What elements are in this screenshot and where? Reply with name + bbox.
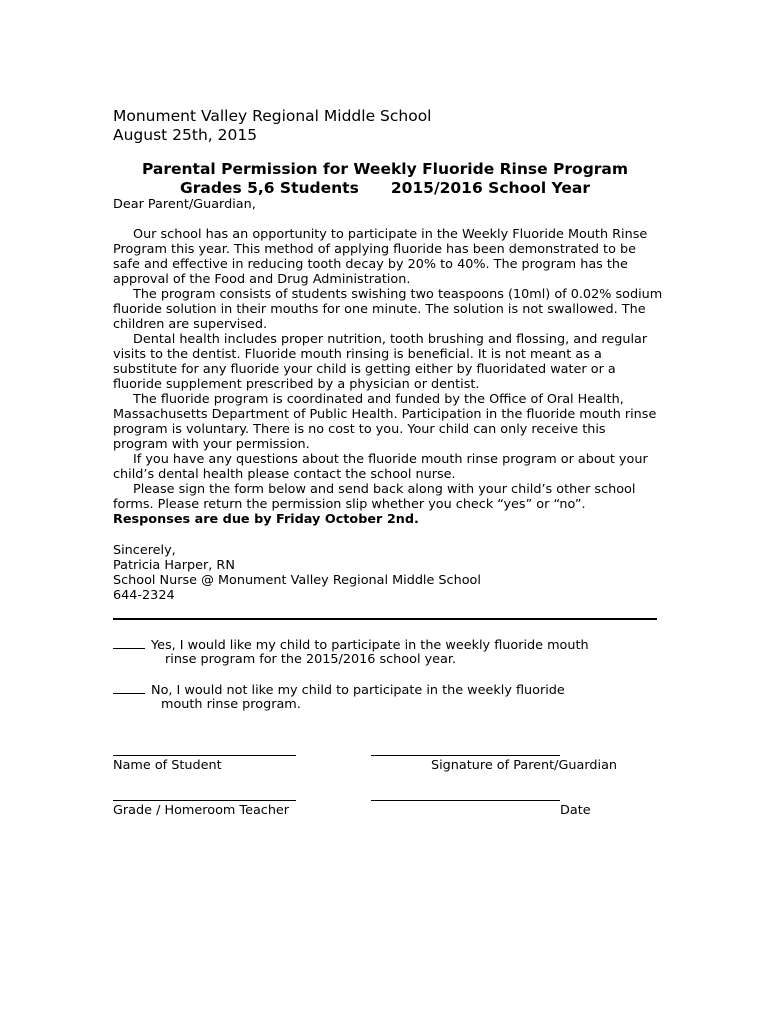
body-line: If you have any questions about the fluoride mouth rinse program or about your [133, 452, 648, 467]
body-line: Our school has an opportunity to participate in the Weekly Fluoride Mouth Rinse [133, 227, 648, 242]
body-line: fluoride supplement prescribed by a physician or dentist. [113, 377, 480, 392]
no-checkbox-blank[interactable] [113, 682, 145, 694]
greeting: Dear Parent/Guardian, [113, 197, 256, 212]
body-line: The program consists of students swishing two teaspoons (10ml) of 0.02% sodium [133, 287, 663, 302]
no-option-text-cont: mouth rinse program. [161, 697, 301, 712]
body-line: fluoride solution in their mouths for one minute. The solution is not swallowed. The [113, 302, 646, 317]
body-line: safe and effective in reducing tooth decay by 20% to 40%. The program has the [113, 257, 628, 272]
option-yes [113, 637, 589, 653]
body-line: Dental health includes proper nutrition, tooth brushing and flossing, and regular [133, 332, 648, 347]
body-line: Massachusetts Department of Public Health. Participation in the fluoride mouth rinse [113, 407, 657, 422]
option-no [113, 682, 565, 698]
nurse-name: Patricia Harper, RN [113, 558, 235, 573]
grade-teacher-line[interactable] [113, 800, 296, 801]
school-name: Monument Valley Regional Middle School [113, 107, 432, 125]
body-line: visits to the dentist. Fluoride mouth rinsing is beneficial. It is not meant as a [113, 347, 602, 362]
body-line: approval of the Food and Drug Administration. [113, 272, 411, 287]
phone-number: 644-2324 [113, 588, 175, 603]
parent-signature-line[interactable] [371, 755, 560, 756]
grades-label: Grades 5,6 Students [180, 179, 359, 197]
date-line[interactable] [371, 800, 560, 801]
body-line: program with your permission. [113, 437, 310, 452]
body-line: program is voluntary. There is no cost to you. Your child can only receive this [113, 422, 606, 437]
nurse-role: School Nurse @ Monument Valley Regional Middle School [113, 573, 481, 588]
student-name-label: Name of Student [113, 758, 222, 773]
closing: Sincerely, [113, 543, 176, 558]
letter-date: August 25th, 2015 [113, 126, 258, 144]
grade-teacher-label: Grade / Homeroom Teacher [113, 803, 290, 818]
letter-body [113, 227, 673, 527]
body-line: substitute for any fluoride your child is getting either by fluoridated water or a [113, 362, 616, 377]
body-line: child’s dental health please contact the school nurse. [113, 467, 456, 482]
signoff-block [113, 543, 673, 603]
no-option-text: No, I would not like my child to participate in the weekly fluoride [151, 683, 565, 698]
page-title: Parental Permission for Weekly Fluoride Rinse Program [141, 160, 629, 178]
parent-signature-label: Signature of Parent/Guardian [431, 758, 618, 773]
body-line: Please sign the form below and send back along with your child’s other school [133, 482, 636, 497]
deadline-notice: Responses are due by Friday October 2nd. [113, 512, 419, 527]
body-line: forms. Please return the permission slip whether you check “yes” or “no”. [113, 497, 586, 512]
section-divider [113, 618, 657, 620]
body-line: Program this year. This method of applying fluoride has been demonstrated to be [113, 242, 636, 257]
body-line: The fluoride program is coordinated and funded by the Office of Oral Health, [133, 392, 624, 407]
date-label: Date [560, 803, 591, 818]
page-subtitle [0, 179, 770, 198]
student-name-line[interactable] [113, 755, 296, 756]
yes-checkbox-blank[interactable] [113, 637, 145, 649]
yes-option-text-cont: rinse program for the 2015/2016 school year. [165, 652, 457, 667]
yes-option-text: Yes, I would like my child to participate in the weekly fluoride mouth [151, 638, 589, 653]
school-year-label: 2015/2016 School Year [390, 179, 590, 197]
body-line: children are supervised. [113, 317, 268, 332]
